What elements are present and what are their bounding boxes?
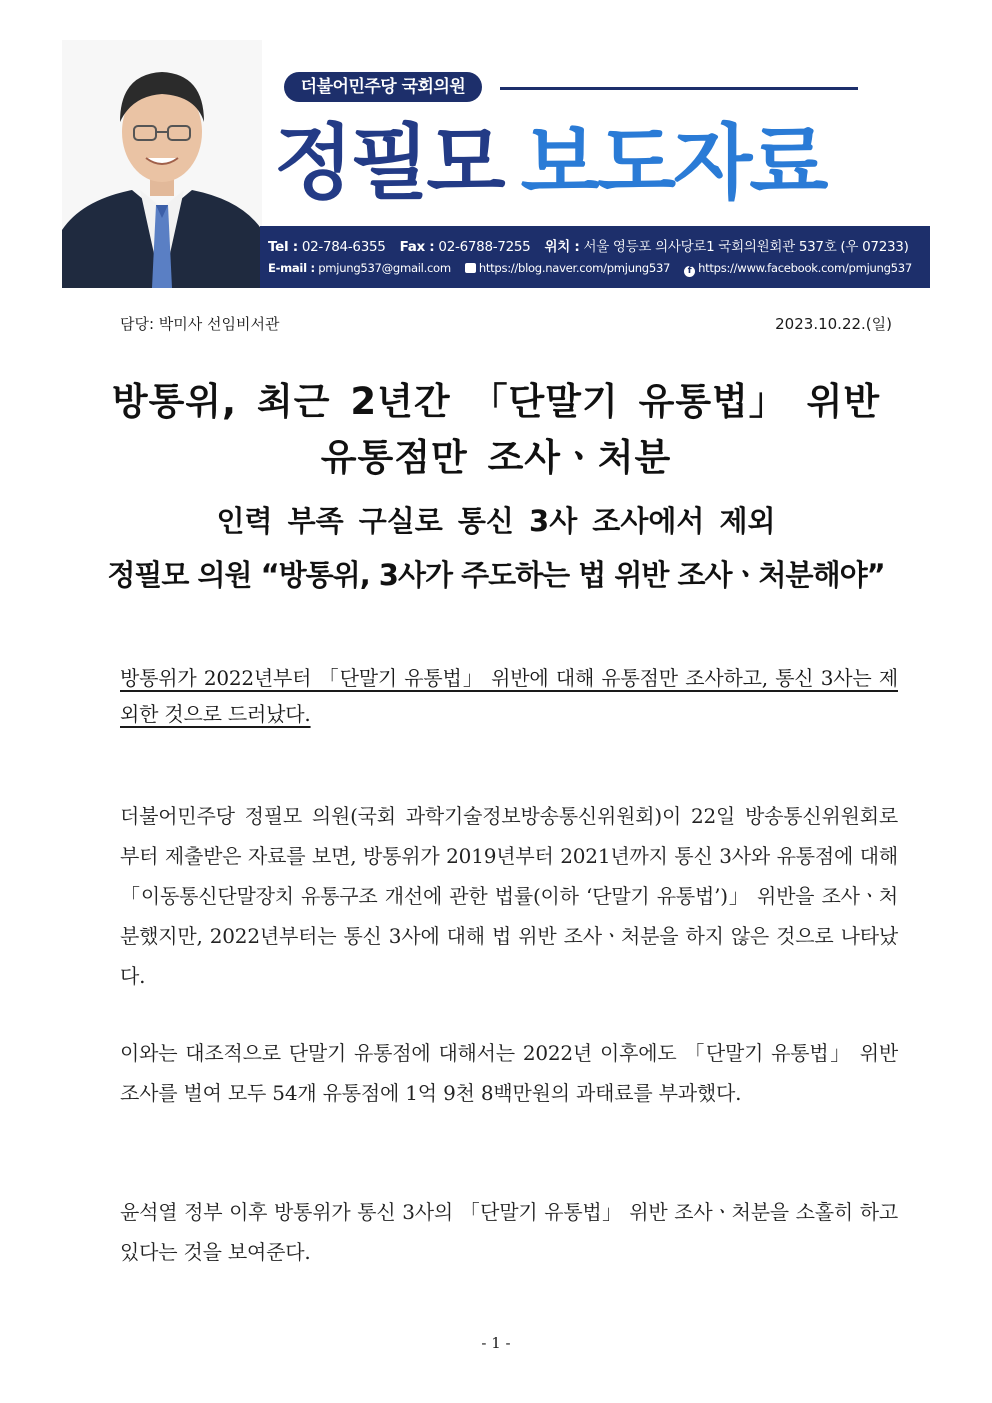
email-label: E-mail : (268, 261, 315, 275)
lead-text: 방통위가 2022년부터 「단말기 유통법」 위반에 대해 유통점만 조사하고, 통신 3사는 제외한 것으로 드러났다. (120, 666, 898, 726)
body-paragraph-1: 더불어민주당 정필모 의원(국회 과학기술정보방송통신위원회)이 22일 방송통신위원회로부터 제출받은 자료를 보면, 방통위가 2019년부터 2021년까지 통신 3사와 유통점에 대해 「이동통신단말장치 유통구조 개선에 관한 법률(이하 ‘단말기 유통법’)」 위반을 조사ㆍ처분했지만, 2022년부터는 통신 3사에 대해 법 위반 조사ㆍ처분을 하지 않은 것으로 나타났다. (120, 804, 898, 988)
portrait-illustration (62, 40, 262, 288)
location-label: 위치 : (544, 239, 580, 255)
tel-value: 02-784-6355 (301, 239, 386, 255)
headline-line-1: 방통위, 최근 2년간 「단말기 유통법」 위반 (111, 380, 881, 423)
blog-icon (465, 263, 476, 273)
headline-line-2: 유통점만 조사ㆍ처분 (320, 436, 672, 479)
location-value: 서울 영등포 의사당로1 국회의원회관 537호 (우 07233) (583, 239, 909, 255)
fax-label: Fax : (399, 239, 435, 255)
contact-person: 담당: 박미사 선임비서관 (120, 315, 280, 333)
contact-line-2 (268, 261, 912, 277)
email-link[interactable]: pmjung537@gmail.com (318, 261, 451, 275)
body-paragraph-3: 윤석열 정부 이후 방통위가 통신 3사의 「단말기 유통법」 위반 조사ㆍ처분을 소홀히 하고 있다는 것을 보여준다. (120, 1200, 898, 1264)
party-label: 더불어민주당 국회의원 (284, 72, 482, 102)
fax-value: 02-6788-7255 (438, 239, 531, 255)
page-number: - 1 - (481, 1334, 511, 1352)
header-divider (500, 87, 858, 90)
release-date: 2023.10.22.(일) (775, 315, 892, 333)
lawmaker-photo (62, 40, 262, 288)
subheadline-1: 인력 부족 구실로 통신 3사 조사에서 제외 (216, 504, 776, 538)
subheadline-2: 정필모 의원 “방통위, 3사가 주도하는 법 위반 조사ㆍ처분해야” (107, 558, 885, 592)
contact-bar (260, 226, 930, 288)
release-word: 보도자료 (520, 116, 826, 211)
blog-link[interactable]: https://blog.naver.com/pmjung537 (478, 261, 671, 275)
press-release-header (62, 40, 930, 288)
body-paragraph-2: 이와는 대조적으로 단말기 유통점에 대해서는 2022년 이후에도 「단말기 유통법」 위반 조사를 벌여 모두 54개 유통점에 1억 9천 8백만원의 과태료를 부과했다. (120, 1041, 898, 1105)
tel-label: Tel : (268, 239, 298, 255)
press-release-title (274, 104, 826, 224)
facebook-icon: f (684, 266, 695, 277)
contact-line-1 (268, 235, 909, 255)
lawmaker-name: 정필모 (274, 116, 503, 211)
facebook-link[interactable]: https://www.facebook.com/pmjung537 (698, 261, 912, 275)
lead-paragraph (120, 660, 898, 732)
